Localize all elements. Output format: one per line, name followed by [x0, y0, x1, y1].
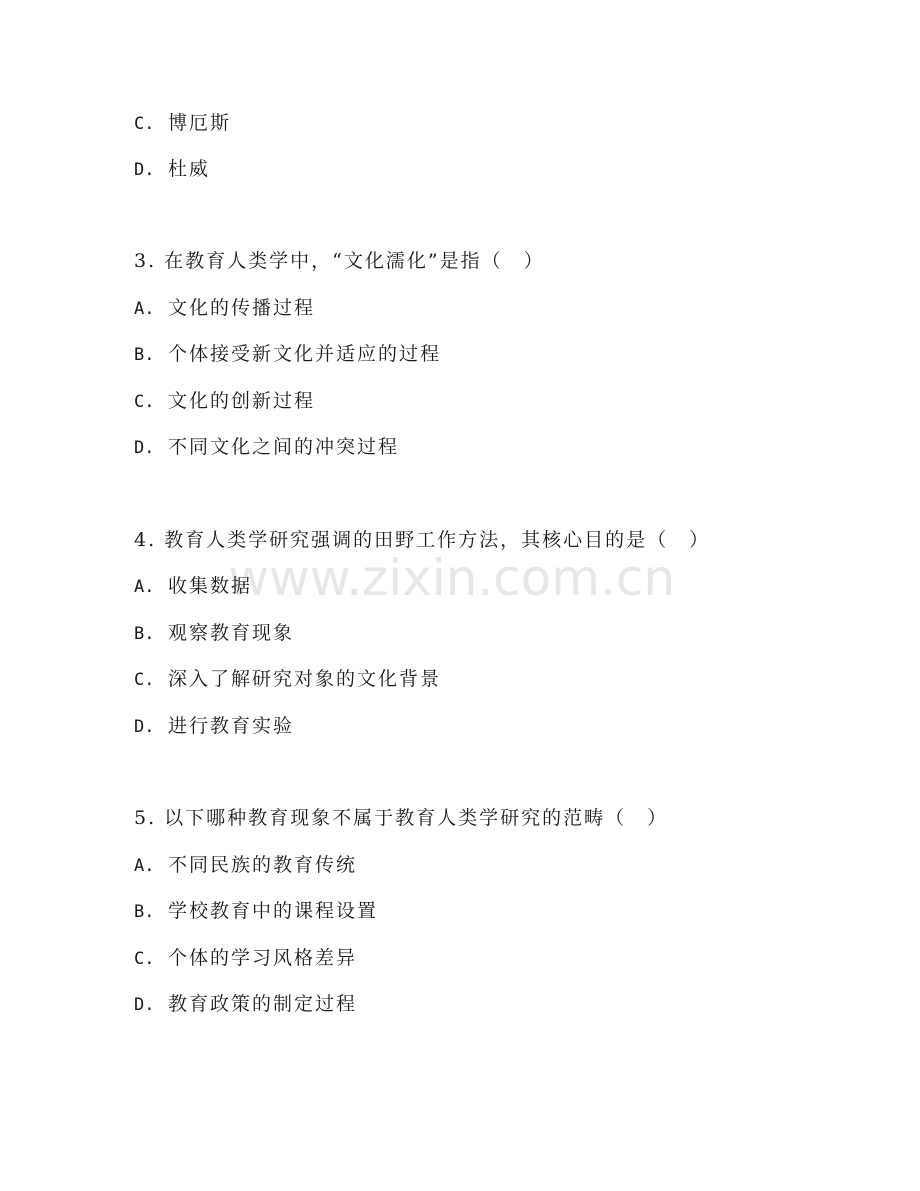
q5-option-c	[134, 945, 357, 971]
option-label: A.	[134, 299, 155, 319]
option-text: 学校教育中的课程设置	[168, 900, 379, 922]
option-text: 不同民族的教育传统	[168, 854, 358, 876]
option-label: D.	[134, 438, 155, 458]
option-label: D.	[134, 995, 155, 1015]
option-label: A.	[134, 856, 155, 876]
option-text: 文化的创新过程	[168, 390, 316, 412]
q3-option-b	[134, 341, 441, 367]
q5-option-d	[134, 991, 357, 1017]
option-label: D.	[134, 160, 155, 180]
option-text: 深入了解研究对象的文化背景	[168, 668, 442, 690]
q2-option-d	[134, 156, 210, 182]
q5-option-a	[134, 852, 357, 878]
option-label: B.	[134, 624, 155, 644]
q3-option-d	[134, 434, 399, 460]
q4-option-d	[134, 713, 294, 739]
option-text: 博厄斯	[168, 112, 232, 134]
option-label: A.	[134, 577, 155, 597]
option-label: D.	[134, 717, 155, 737]
watermark: www.zixin.com.cn	[228, 549, 676, 607]
option-label: C.	[134, 114, 155, 134]
option-text: 文化的传播过程	[168, 297, 316, 319]
option-label: C.	[134, 949, 155, 969]
option-text: 观察教育现象	[168, 622, 295, 644]
option-label: B.	[134, 345, 155, 365]
option-text: 收集数据	[168, 575, 253, 597]
option-text: 进行教育实验	[168, 715, 295, 737]
option-text: 不同文化之间的冲突过程	[168, 436, 400, 458]
option-label: B.	[134, 902, 155, 922]
option-text: 教育政策的制定过程	[168, 993, 358, 1015]
option-text: 个体的学习风格差异	[168, 947, 358, 969]
q3-option-a	[134, 295, 315, 321]
q3-stem: 3. 在教育人类学中，“文化濡化”是指（ ）	[134, 250, 545, 272]
q5-option-b	[134, 898, 378, 924]
q4-option-b	[134, 620, 294, 646]
q5-stem: 5. 以下哪种教育现象不属于教育人类学研究的范畴（ ）	[134, 807, 669, 829]
q2-option-c	[134, 110, 231, 136]
option-text: 个体接受新文化并适应的过程	[168, 343, 442, 365]
option-label: C.	[134, 392, 155, 412]
option-text: 杜威	[168, 158, 211, 180]
q4-option-c	[134, 666, 441, 692]
q4-stem: 4. 教育人类学研究强调的田野工作方法，其核心目的是（ ）	[134, 529, 711, 551]
q3-option-c	[134, 388, 315, 414]
q4-option-a	[134, 573, 252, 599]
option-label: C.	[134, 670, 155, 690]
